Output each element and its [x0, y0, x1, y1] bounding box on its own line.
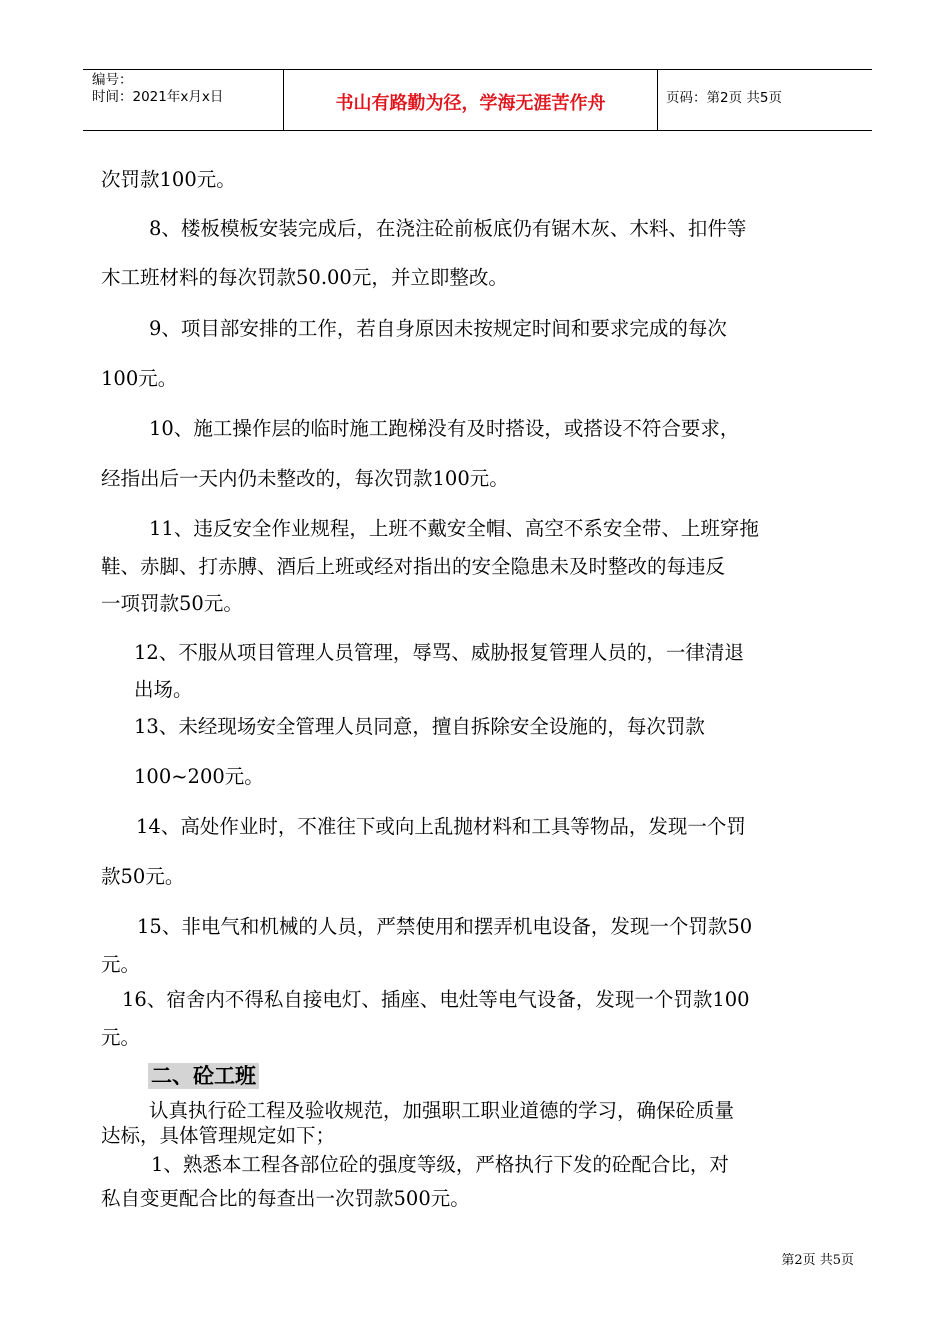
body-line: 10、施工操作层的临时施工跑梯没有及时搭设，或搭设不符合要求，: [149, 417, 740, 440]
section-heading: 二、砼工班: [148, 1063, 259, 1089]
body-line: 款50元。: [101, 865, 185, 888]
body-line: 12、不服从项目管理人员管理，辱骂、威胁报复管理人员的，一律清退: [134, 641, 744, 664]
section-line: 达标，具体管理规定如下；: [101, 1124, 336, 1147]
body-line: 16、宿舍内不得私自接电灯、插座、电灶等电气设备，发现一个罚款100: [122, 988, 750, 1011]
document-number-label: 编号：: [92, 72, 133, 88]
body-line: 11、违反安全作业规程，上班不戴安全帽、高空不系安全带、上班穿拖: [149, 517, 759, 540]
body-line: 14、高处作业时，不准往下或向上乱抛材料和工具等物品，发现一个罚: [136, 815, 746, 838]
body-line: 100~200元。: [134, 765, 264, 788]
header-page-code: 页码：第2页 共5页: [666, 90, 782, 106]
body-line: 13、未经现场安全管理人员同意，擅自拆除安全设施的，每次罚款: [134, 715, 705, 738]
section-line: 认真执行砼工程及验收规范，加强职工职业道德的学习，确保砼质量: [149, 1099, 735, 1122]
body-line: 8、楼板模板安装完成后，在浇注砼前板底仍有锯木灰、木料、扣件等: [149, 217, 747, 240]
body-line: 100元。: [101, 367, 178, 390]
body-line: 9、项目部安排的工作，若自身原因未按规定时间和要求完成的每次: [149, 317, 727, 340]
body-line: 木工班材料的每次罚款50.00元，并立即整改。: [101, 266, 508, 289]
body-line: 元。: [101, 953, 141, 976]
header-meta-cell: [83, 70, 283, 130]
header-motto: 书山有路勤为径，学海无涯苦作舟: [335, 93, 606, 114]
body-line: 经指出后一天内仍未整改的，每次罚款100元。: [101, 467, 509, 490]
body-line: 出场。: [134, 678, 193, 701]
document-date: 时间：2021年x月x日: [92, 89, 224, 105]
body-line: 鞋、赤脚、打赤膊、酒后上班或经对指出的安全隐患未及时整改的每违反: [101, 555, 726, 578]
body-line: 一项罚款50元。: [101, 592, 243, 615]
page-header: [83, 69, 872, 131]
body-line: 元。: [101, 1026, 141, 1049]
header-motto-cell: [283, 70, 658, 130]
body-line: 15、非电气和机械的人员，严禁使用和摆弄机电设备，发现一个罚款50: [137, 915, 753, 938]
body-line: 次罚款100元。: [101, 168, 236, 191]
header-page-cell: [657, 70, 872, 130]
section-line: 1、熟悉本工程各部位砼的强度等级，严格执行下发的砼配合比，对: [151, 1153, 729, 1176]
section-line: 私自变更配合比的每查出一次罚款500元。: [101, 1187, 470, 1210]
page-footer: 第2页 共5页: [781, 1253, 854, 1268]
